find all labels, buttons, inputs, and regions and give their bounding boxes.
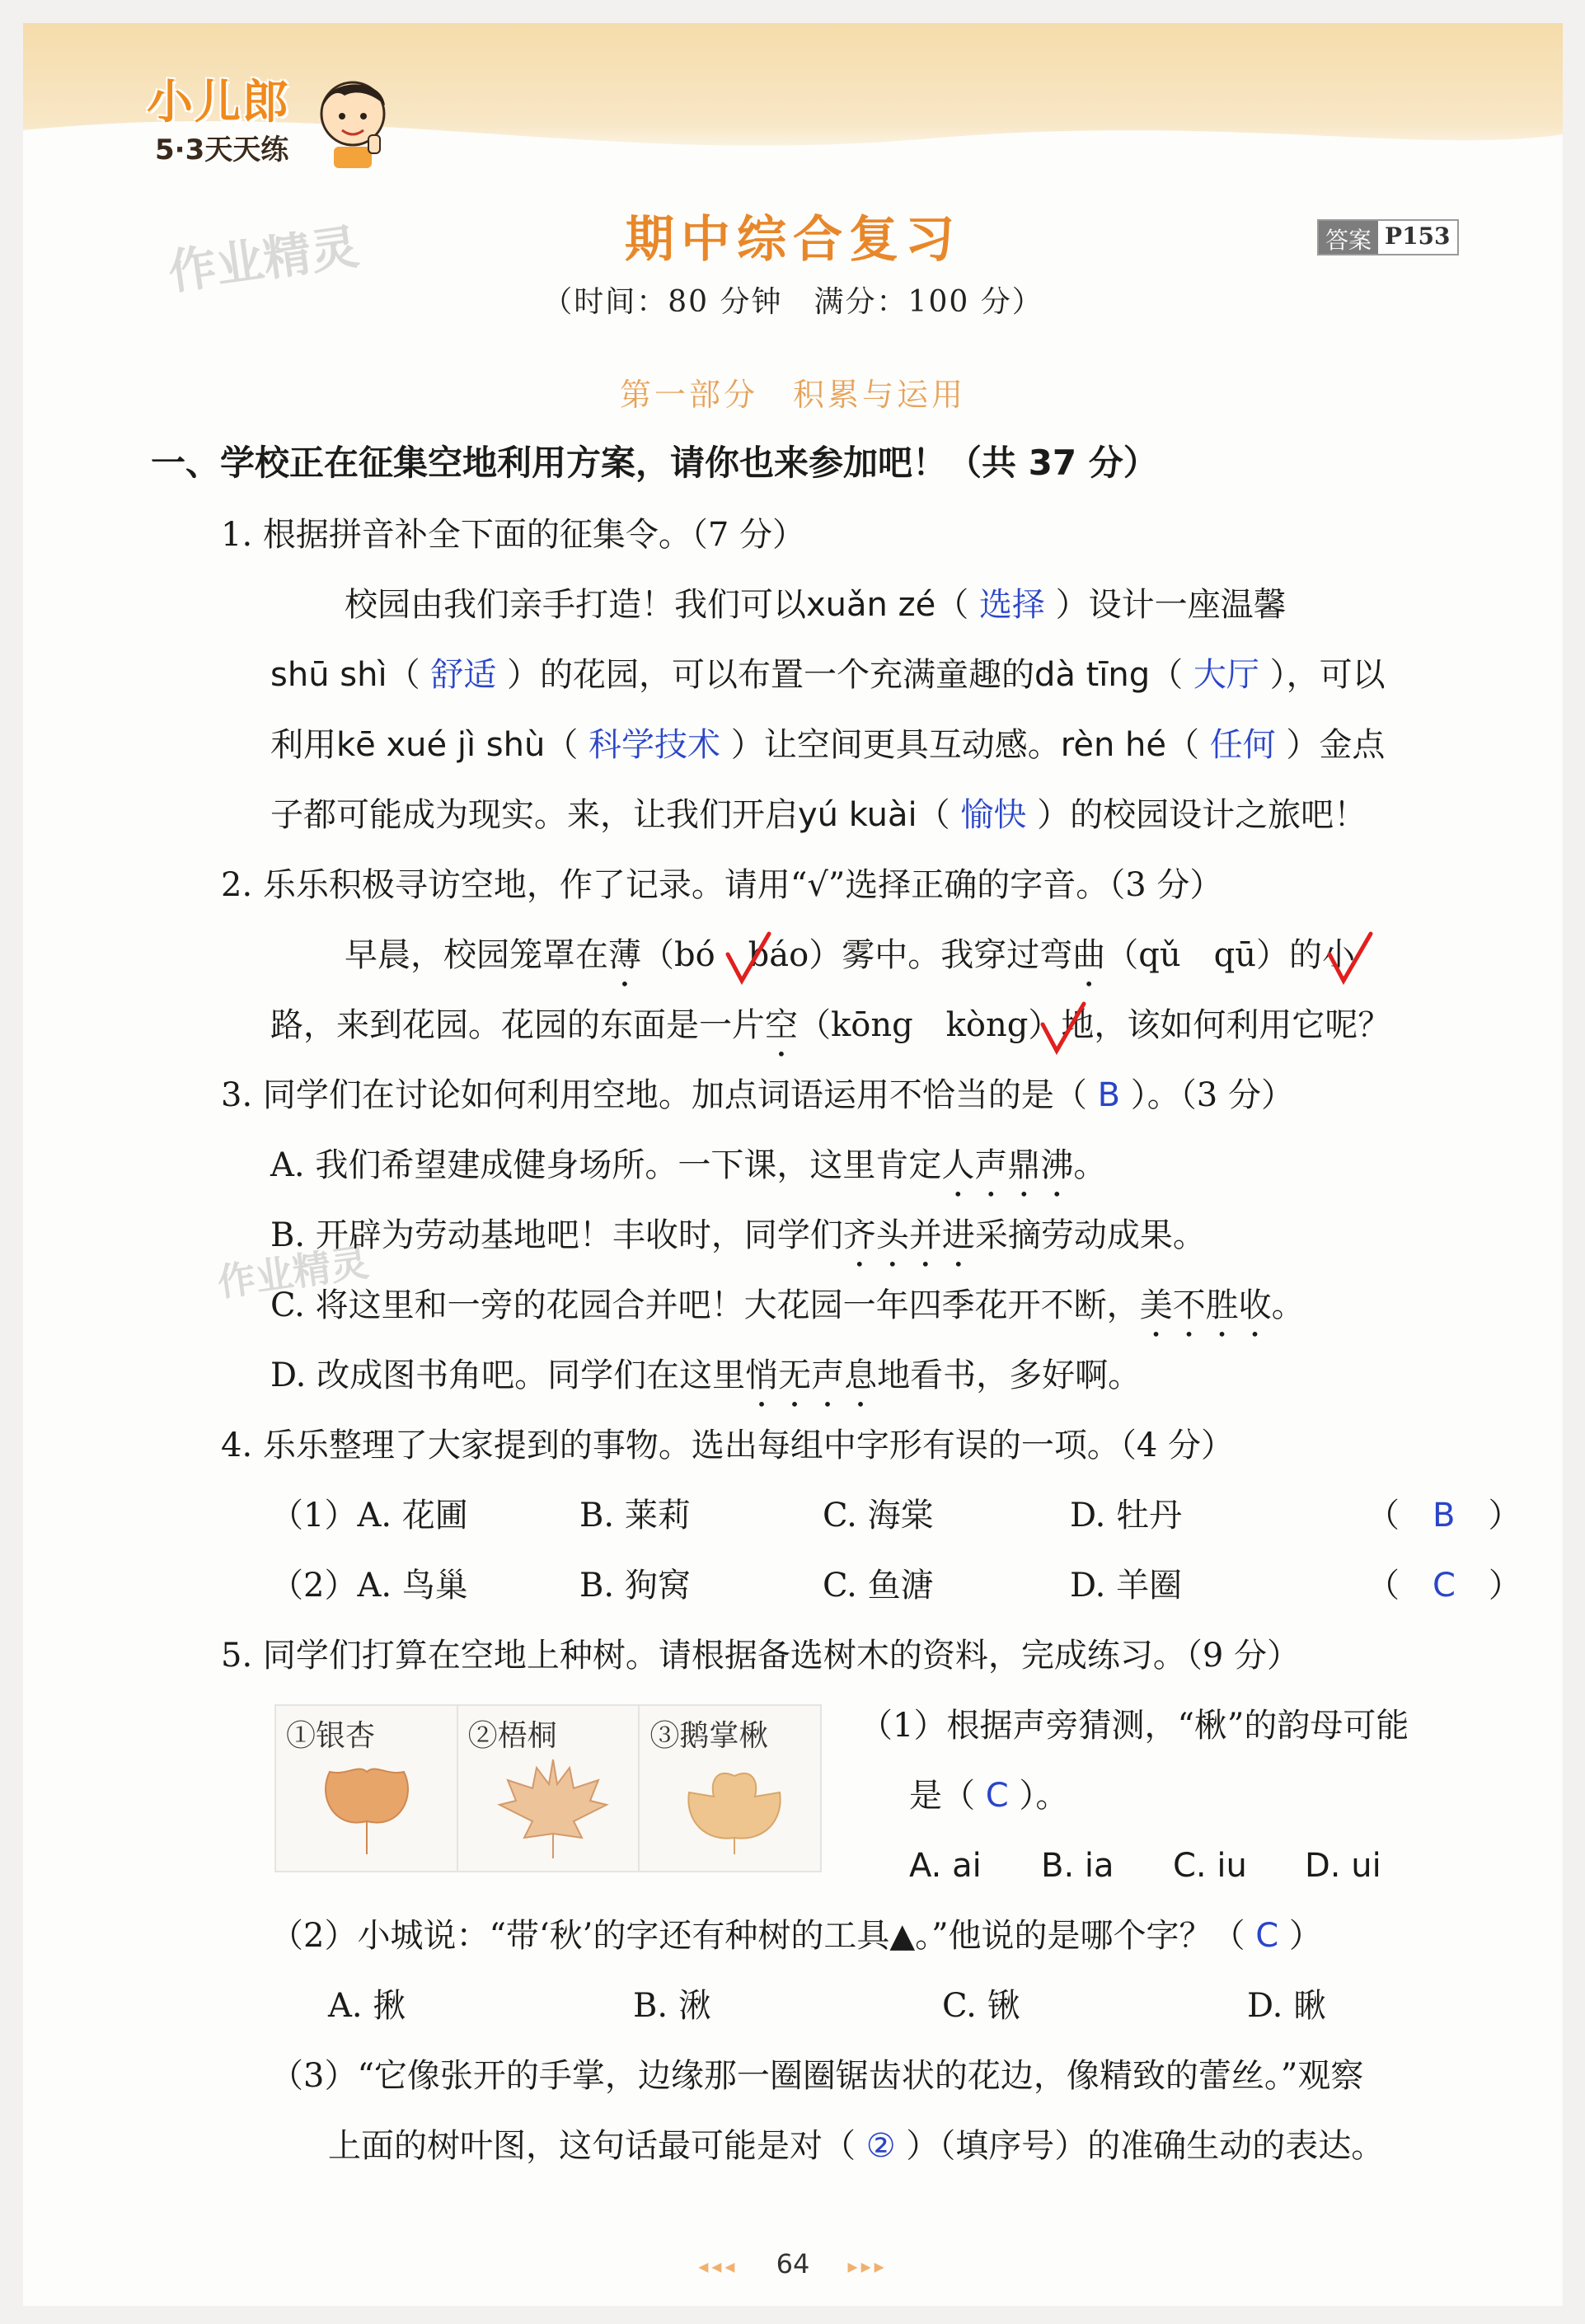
dotted-phrase: 人声鼎沸 (941, 1146, 1074, 1184)
text: 上面的树叶图，这句话最可能是对（ (328, 2127, 856, 2165)
text: 地看书，多好啊。 (877, 1356, 1142, 1394)
page-number: 64 (776, 2248, 810, 2279)
q5-sub3-line2 (328, 2126, 1384, 2166)
text: B. 开辟为劳动基地吧！丰收时，同学们 (270, 1216, 843, 1254)
answer: C (985, 1777, 1009, 1815)
header-banner (23, 23, 1563, 167)
right-arrows-icon: ▸▸▸ (847, 2255, 888, 2278)
q5-sub3-line1: （3）“它像张开的手掌，边缘那一圈圈锯齿状的花边，像精致的蕾丝。”观察 (270, 2057, 1364, 2095)
answer: 选择 (978, 586, 1045, 624)
q1-line1 (345, 585, 1287, 625)
text: 采摘劳动成果。 (974, 1216, 1206, 1254)
answer-bracket: （ B ） (1367, 1497, 1522, 1534)
option: C. iu (1173, 1847, 1247, 1885)
answer: B (1433, 1497, 1456, 1534)
part-heading: 第一部分 积累与运用 (619, 377, 966, 413)
leaf-wutong (458, 1706, 640, 1871)
option: B. 湫 (633, 1987, 711, 2025)
text: ）金点 (1286, 726, 1386, 764)
dotted-phrase: 齐头并进 (842, 1216, 975, 1254)
checkmark-icon (724, 930, 773, 987)
answer: 舒适 (430, 656, 497, 694)
option: A. ai (909, 1847, 982, 1885)
exam-info: （时间：80 分钟 满分：100 分） (542, 285, 1043, 319)
q1-line3 (270, 725, 1385, 765)
option: （2）A. 鸟巢 (270, 1567, 468, 1605)
answer: B (1097, 1076, 1121, 1114)
watermark-2: 作业精灵 (214, 1239, 372, 1305)
tree-leaf-figures (274, 1704, 822, 1872)
dotted-phrase: 美不胜收 (1139, 1286, 1272, 1324)
q5-prompt: 5. 同学们打算在空地上种树。请根据备选树木的资料，完成练习。（9 分） (221, 1637, 1301, 1675)
q5-sub1-line1: （1）根据声旁猜测，“楸”的韵母可能 (860, 1707, 1409, 1745)
leaf-tulip-tree (640, 1706, 820, 1871)
answer: 任何 (1209, 726, 1276, 764)
dotted-phrase: 悄无声息 (745, 1356, 878, 1394)
answer: 大厅 (1193, 656, 1259, 694)
tulip-tree-leaf-icon (673, 1755, 796, 1862)
left-arrows-icon: ◂◂◂ (698, 2255, 739, 2278)
mascot-icon (307, 71, 398, 170)
option: A. 揪 (328, 1987, 406, 2025)
leaf-label: ②梧桐 (467, 1719, 557, 1753)
text: ）的校园设计之旅吧！ (1037, 796, 1367, 834)
option: B. ia (1041, 1847, 1114, 1885)
text: 是（ (909, 1777, 975, 1815)
pinyin: yú kuài（ (798, 796, 950, 834)
text: 校园由我们亲手打造！我们可以 (345, 586, 806, 624)
leaf-label: ①银杏 (286, 1719, 376, 1753)
q5-sub1-line2 (909, 1776, 1068, 1816)
option: D. 羊圈 (1070, 1567, 1183, 1605)
text: ）。（3 分） (1130, 1076, 1294, 1114)
answer: ② (865, 2127, 896, 2165)
leaf-label: ③鹅掌楸 (649, 1719, 769, 1753)
answer: 科学技术 (589, 726, 721, 764)
answer-bracket: （ C ） (1367, 1567, 1522, 1605)
text: ），可以 (1269, 656, 1386, 694)
page-title: 期中综合复习 (625, 211, 961, 269)
text: （kōng kòng）地，该如何利用它呢？ (798, 1006, 1391, 1044)
text: D. 改成图书角吧。同学们在这里 (270, 1356, 746, 1394)
option: （1）A. 花圃 (270, 1497, 468, 1534)
page-sheet (23, 23, 1563, 2306)
answer-badge-label: 答案 (1319, 221, 1378, 254)
q3-option-b (270, 1216, 1206, 1274)
logo: 小儿郎 (147, 76, 290, 129)
page-footer (23, 2248, 1563, 2279)
answer: 愉快 (960, 796, 1027, 834)
q3-prompt (221, 1075, 1294, 1115)
option: C. 锹 (942, 1987, 1020, 2025)
text: （qǔ qū）的小 (1105, 936, 1355, 974)
q2-line1 (345, 935, 1355, 994)
option: D. ui (1305, 1847, 1381, 1885)
text: ）让空间更具互动感。 (730, 726, 1061, 764)
option: D. 瞅 (1247, 1987, 1327, 2025)
dotted-char: 空 (765, 1006, 798, 1044)
q2-line2 (270, 1005, 1390, 1064)
option: B. 狗窝 (579, 1567, 691, 1605)
text: （bó báo）雾中。我穿过弯 (641, 936, 1073, 974)
text: ）的花园，可以布置一个充满童趣的 (507, 656, 1034, 694)
option: D. 牡丹 (1070, 1497, 1183, 1534)
text: A. 我们希望建成健身场所。一下课，这里肯定 (270, 1146, 942, 1184)
text: ）。 (1019, 1777, 1069, 1815)
text: C. 将这里和一旁的花园合并吧！大花园一年四季花开不断， (270, 1286, 1140, 1324)
answer-badge (1317, 219, 1459, 255)
logo-subtitle: 5·3天天练 (155, 134, 289, 166)
option: B. 莱莉 (579, 1497, 691, 1534)
dotted-char: 曲 (1072, 936, 1106, 974)
q1-prompt: 1. 根据拼音补全下面的征集令。（7 分） (221, 516, 806, 554)
text: 早晨，校园笼罩在 (345, 936, 608, 974)
pinyin: xuǎn zé（ (806, 586, 969, 624)
q2-prompt: 2. 乐乐积极寻访空地，作了记录。请用“√”选择正确的字音。（3 分） (221, 866, 1223, 904)
checkmark-icon (1039, 1000, 1088, 1057)
dotted-char: 薄 (608, 936, 641, 974)
text: ）（填序号）的准确生动的表达。 (906, 2127, 1385, 2165)
text: 。 (1271, 1286, 1305, 1324)
answer-badge-page: P153 (1378, 221, 1457, 254)
maple-leaf-icon (491, 1755, 615, 1862)
pinyin: dà tīng（ (1034, 656, 1184, 694)
text: ） (1288, 1917, 1322, 1955)
pinyin: kē xué jì shù（ (336, 726, 579, 764)
text: 利用 (270, 726, 336, 764)
section-heading: 一、学校正在征集空地利用方案，请你也来参加吧！（共 37 分） (151, 443, 1158, 483)
text: （2）小城说：“带‘秋’的字还有种树的工具▲。”他说的是哪个字？（ (270, 1917, 1245, 1955)
option: C. 海棠 (823, 1497, 934, 1534)
ginkgo-leaf-icon (309, 1755, 424, 1862)
text: ）设计一座温馨 (1055, 586, 1287, 624)
q4-prompt: 4. 乐乐整理了大家提到的事物。选出每组中字形有误的一项。（4 分） (221, 1427, 1235, 1464)
checkmark-icon (1325, 930, 1375, 987)
text: 路，来到花园。花园的东面是一片 (270, 1006, 765, 1044)
leaf-ginkgo (276, 1706, 458, 1871)
q3-option-d (270, 1356, 1141, 1414)
pinyin: rèn hé（ (1060, 726, 1199, 764)
q3-option-a (270, 1146, 1106, 1204)
text: 3. 同学们在讨论如何利用空地。加点词语运用不恰当的是（ (221, 1076, 1087, 1114)
answer: C (1255, 1917, 1279, 1955)
text: 。 (1073, 1146, 1107, 1184)
text: 子都可能成为现实。来，让我们开启 (270, 796, 798, 834)
option: C. 鱼溏 (823, 1567, 934, 1605)
q1-line4 (270, 795, 1367, 835)
q3-option-c (270, 1286, 1305, 1344)
answer: C (1433, 1567, 1456, 1605)
pinyin: shū shì（ (270, 656, 420, 694)
watermark: 作业精灵 (165, 218, 363, 301)
q5-sub2-prompt (270, 1916, 1322, 1956)
q1-line2 (270, 655, 1386, 695)
